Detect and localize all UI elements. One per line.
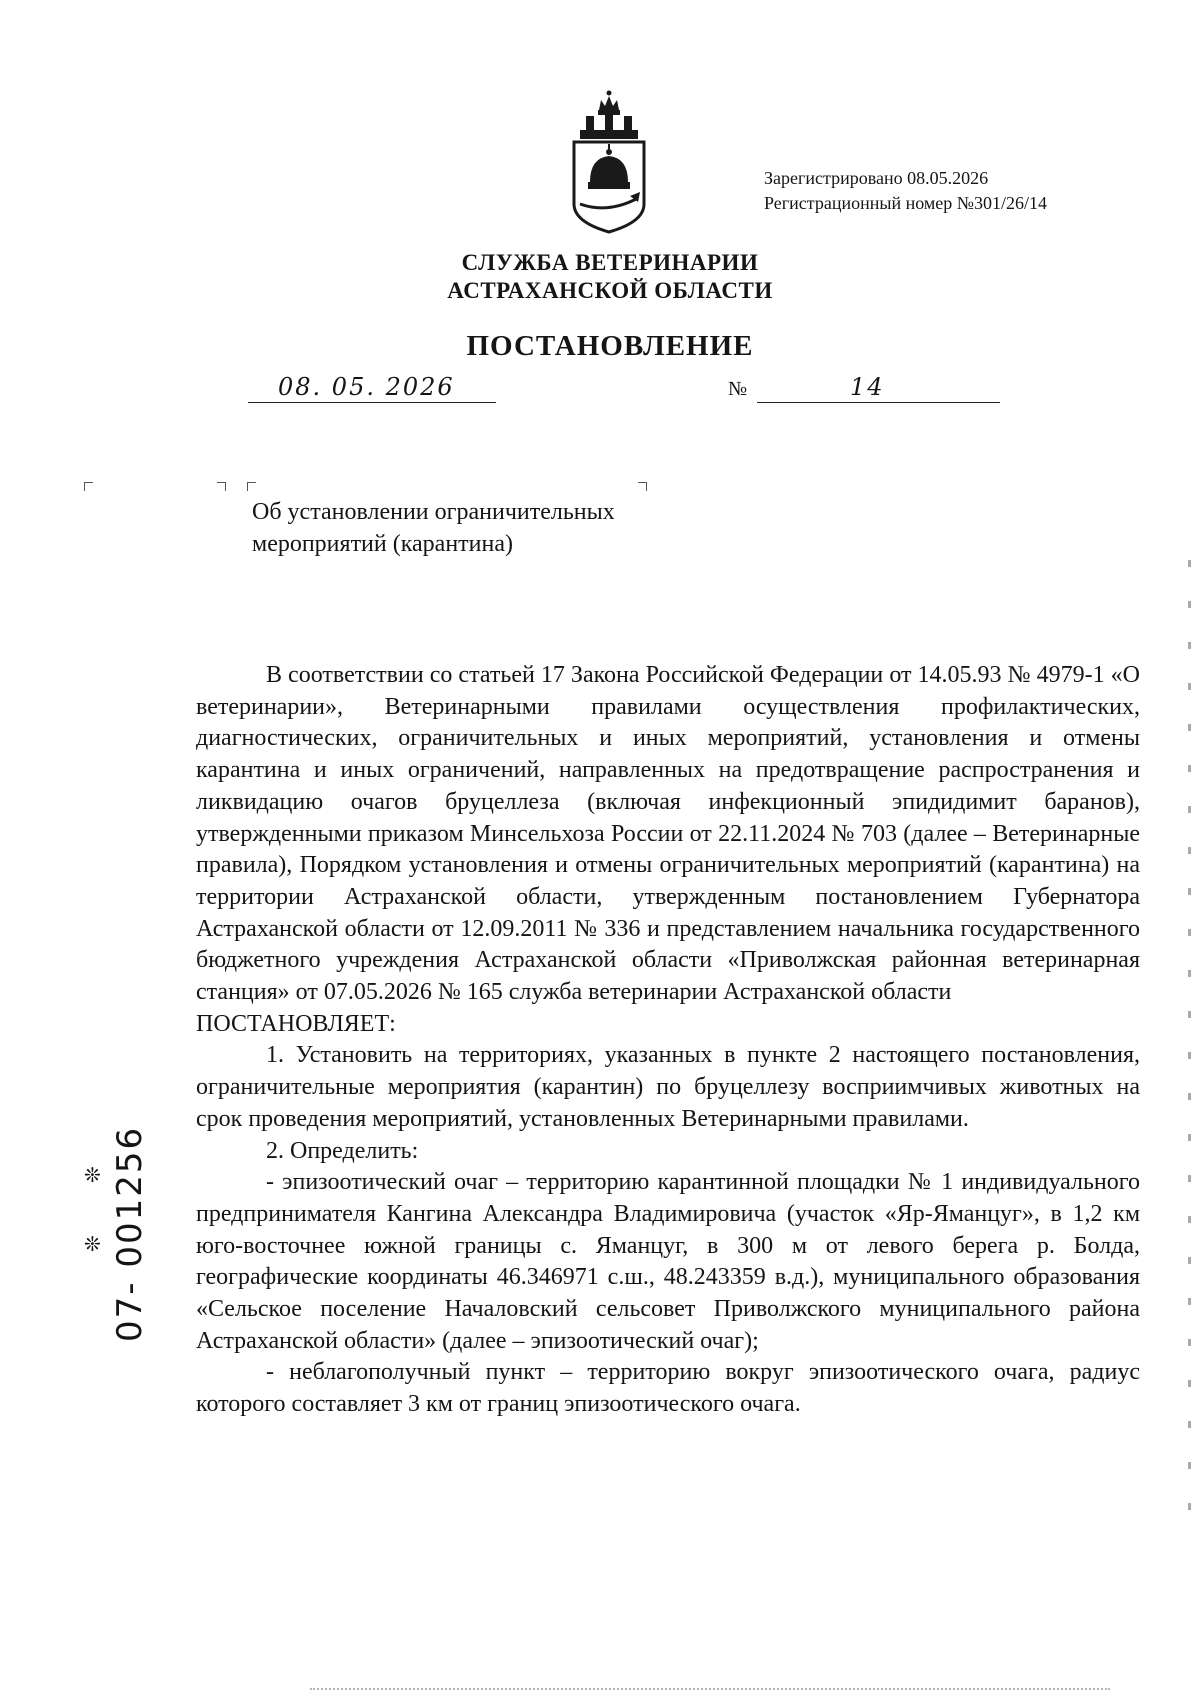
item-1-paragraph: 1. Установить на территориях, указанных в пункте 2 настоящего постановления, ограничительные мероприятия (карантин) по бруцеллезу восприимчивых животных на срок проведения мероприятий, установленных Ветеринарными правилами. xyxy=(196,1042,1140,1132)
coat-of-arms-icon xyxy=(568,86,650,236)
number-underline xyxy=(757,402,1000,403)
corner-mark xyxy=(638,482,647,491)
document-type-title: ПОСТАНОВЛЕНИЕ xyxy=(466,330,754,362)
document-body xyxy=(196,660,1140,1421)
registration-number: Регистрационный номер №301/26/14 xyxy=(764,193,1047,213)
organization-name-line2: АСТРАХАНСКОЙ ОБЛАСТИ xyxy=(447,278,773,303)
resolves-heading: ПОСТАНОВЛЯЕТ: xyxy=(196,1010,396,1037)
corner-mark xyxy=(217,482,226,491)
scan-edge-marks xyxy=(1188,560,1194,1697)
asterisk-mark-icon: ❊ xyxy=(84,1232,101,1256)
subject-line2: мероприятий (карантина) xyxy=(252,531,513,557)
side-registration-stamp: 07- 001256 xyxy=(110,1125,150,1342)
registration-date: Зарегистрировано 08.05.2026 xyxy=(764,168,989,188)
number-sign: № xyxy=(728,378,748,400)
item-2-paragraph: 2. Определить: xyxy=(266,1137,419,1164)
item-2a-paragraph: - эпизоотический очаг – территорию карантинной площадки № 1 индивидуального предпринимателя Кангина Александра Владимировича (участок «Яр-Яманцуг», в 1,2 км юго-восточнее южной границы с. Яманцуг, в 300 м от левого берега р. Болда, географические координаты 46.346971 с.ш., 48.243359 в.д.), муниципального образования «Сельское поселение Началовский сельсовет Приволжского муниципального района Астраханской области» (далее – эпизоотический очаг); xyxy=(196,1169,1140,1354)
date-underline xyxy=(248,402,496,403)
subject-line1: Об установлении ограничительных xyxy=(252,499,615,525)
organization-name-line1: СЛУЖБА ВЕТЕРИНАРИИ xyxy=(461,250,759,275)
asterisk-mark-icon: ❊ xyxy=(84,1163,101,1187)
handwritten-number: 14 xyxy=(850,373,885,401)
preamble-paragraph: В соответствии со статьей 17 Закона Российской Федерации от 14.05.93 № 4979-1 «О ветеринарии», Ветеринарными правилами осуществления профилактических, диагностических, ограничительных и иных мероприятий, установления и отмены карантина и иных ограничений, направленных на предотвращение распространения и ликвидацию очагов бруцеллеза (включая инфекционный эпидидимит баранов), утвержденными приказом Минсельхоза России от 22.11.2024 № 703 (далее – Ветеринарные правила), Порядком установления и отмены ограничительных мероприятий (карантина) на территории Астраханской области, утвержденным постановлением Губернатора Астраханской области от 12.09.2011 № 336 и представлением начальника государственного бюджетного учреждения Астраханской области «Приволжская районная ветеринарная станция» от 07.05.2026 № 165 служба ветеринарии Астраханской области xyxy=(196,662,1140,1006)
item-2b-paragraph: - неблагополучный пункт – территорию вокруг эпизоотического очага, радиус которого составляет 3 км от границ эпизоотического очага. xyxy=(196,1359,1140,1418)
corner-mark xyxy=(247,482,256,491)
scan-bottom-noise xyxy=(310,1688,1110,1696)
corner-mark xyxy=(84,482,93,491)
handwritten-date: 08. 05. 2026 xyxy=(278,373,455,401)
